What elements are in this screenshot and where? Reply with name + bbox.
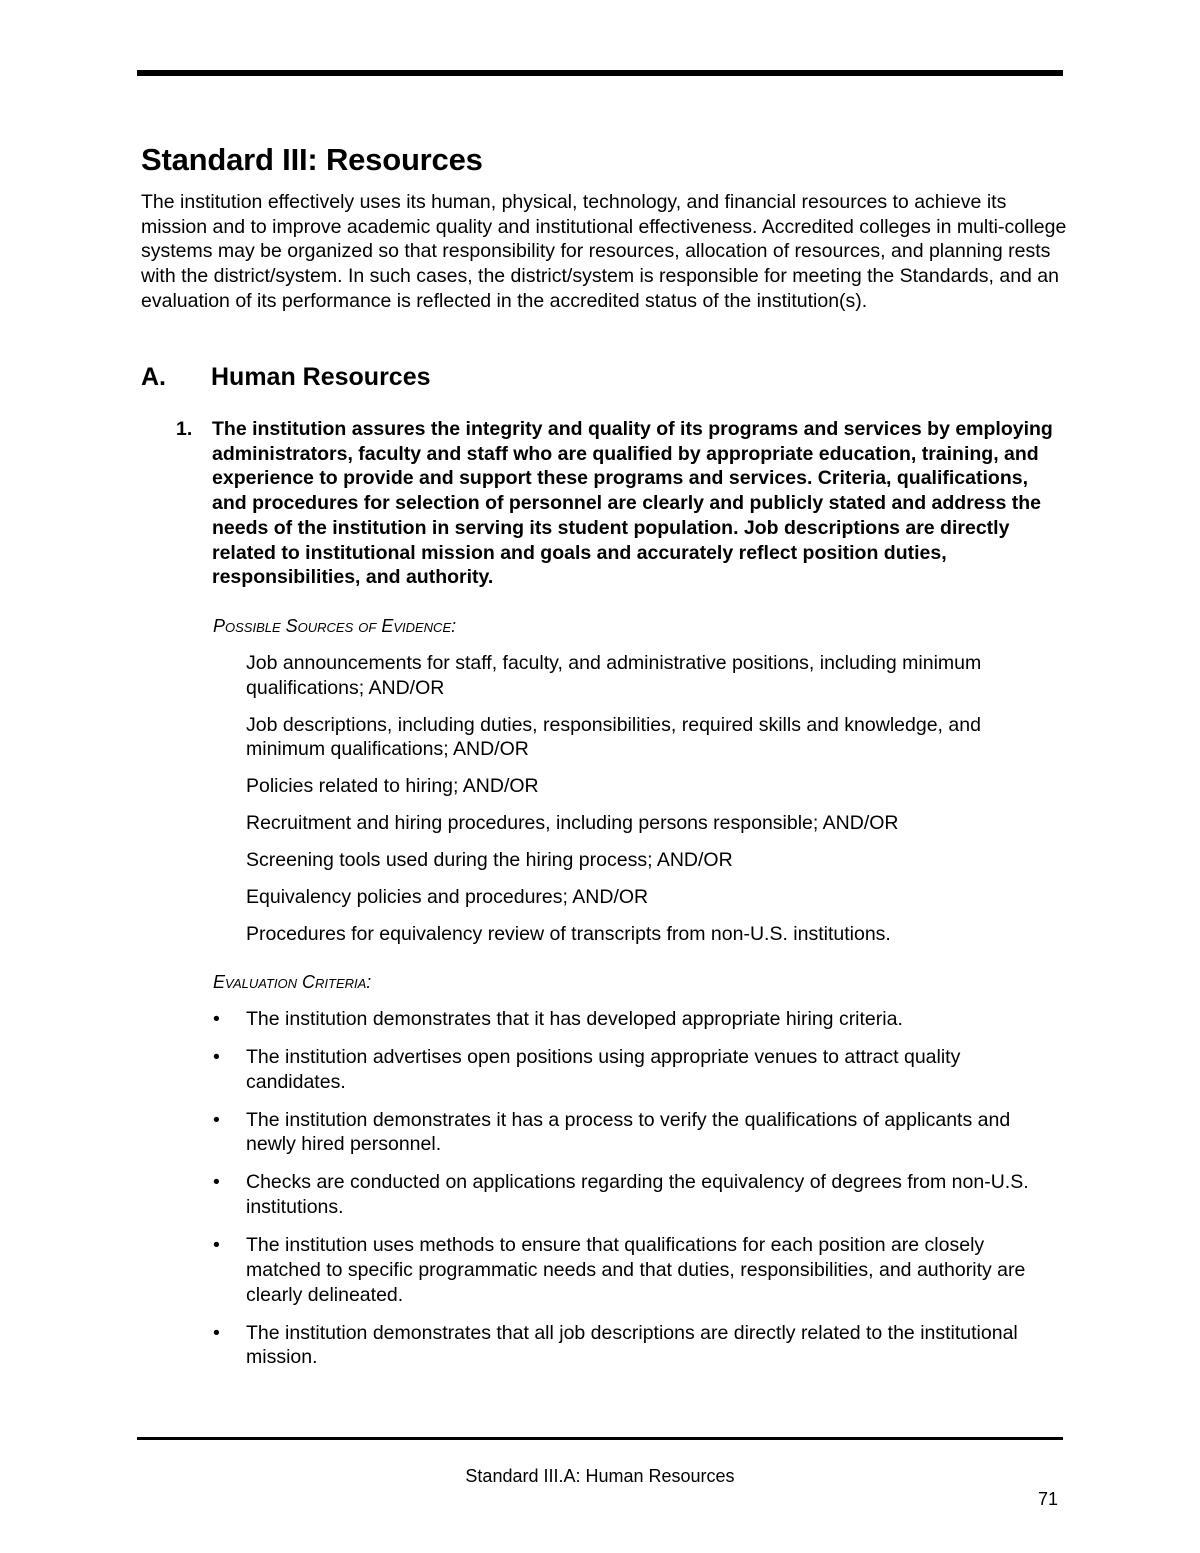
criteria-item [213,1321,1063,1370]
section-letter: A. [141,363,166,391]
evidence-item: Job descriptions, including duties, responsibilities, required skills and knowledge, and minimum qualifications; AND/OR [246,713,981,761]
evidence-item: Screening tools used during the hiring process; AND/OR [246,849,733,872]
bullet-icon: • [213,1108,220,1131]
evidence-heading: Possible Sources of Evidence: [213,616,457,636]
criteria-heading: Evaluation Criteria: [213,972,372,992]
evidence-item: Equivalency policies and procedures; AND/OR [246,886,649,909]
evidence-item: Recruitment and hiring procedures, including persons responsible; AND/OR [246,812,899,835]
criteria-text: The institution demonstrates that it has developed appropriate hiring criteria. [246,1008,903,1030]
section-title: Human Resources [211,363,431,391]
evidence-list [246,651,1046,959]
page-number: 71 [1037,1489,1058,1509]
footer-title: Standard III.A: Human Resources [465,1466,735,1486]
criteria-item [213,1108,1063,1157]
bullet-icon: • [213,1046,220,1068]
bullet-icon: • [213,1321,220,1344]
bullet-icon: • [213,1008,220,1030]
standard-text: The institution assures the integrity and quality of its programs and services by employing administrators, faculty and staff who are qualified by appropriate education, training, and experience to provide and support these programs and services. Criteria, qualifications, and procedures for selection of personnel are clearly and publicly stated and address the needs of the institution in serving its student population. Job descriptions are directly related to institutional mission and goals and accurately reflect position duties, responsibilities, and authority. [212,418,1053,589]
evidence-item: Policies related to hiring; AND/OR [246,775,539,798]
page-title: Standard III: Resources [141,142,483,177]
criteria-item [213,1233,1063,1307]
criteria-text: The institution demonstrates that all job descriptions are directly related to the institutional mission. [246,1321,1018,1369]
criteria-list [213,1007,1063,1383]
criteria-item [213,1007,1063,1032]
criteria-text: The institution uses methods to ensure that qualifications for each position are closely matched to specific programmatic needs and that duties, responsibilities, and authority are clearly delineated. [246,1234,1026,1306]
bullet-icon: • [213,1171,220,1194]
criteria-item [213,1045,1063,1094]
criteria-text: The institution advertises open positions using appropriate venues to attract quality candidates. [246,1046,961,1093]
bullet-icon: • [213,1234,220,1257]
section-heading [141,362,431,392]
criteria-text: Checks are conducted on applications regarding the equivalency of degrees from non-U.S. institutions. [246,1171,1029,1219]
criteria-item [213,1170,1063,1219]
footer-rule [137,1437,1063,1440]
intro-paragraph: The institution effectively uses its human, physical, technology, and financial resources to achieve its mission and to improve academic quality and institutional effectiveness. Accredited colleges in multi-college systems may be organized so that responsibility for resources, allocation of resources, and planning rests with the district/system. In such cases, the district/system is responsible for meeting the Standards, and an evaluation of its performance is reflected in the accredited status of the institution(s). [141,191,1067,312]
item-number: 1. [176,418,193,440]
evidence-item: Job announcements for staff, faculty, and administrative positions, including minimum qualifications; AND/OR [246,652,982,699]
evidence-item: Procedures for equivalency review of transcripts from non-U.S. institutions. [246,923,891,946]
header-rule [137,70,1063,76]
criteria-text: The institution demonstrates it has a process to verify the qualifications of applicants and newly hired personnel. [246,1108,1011,1156]
